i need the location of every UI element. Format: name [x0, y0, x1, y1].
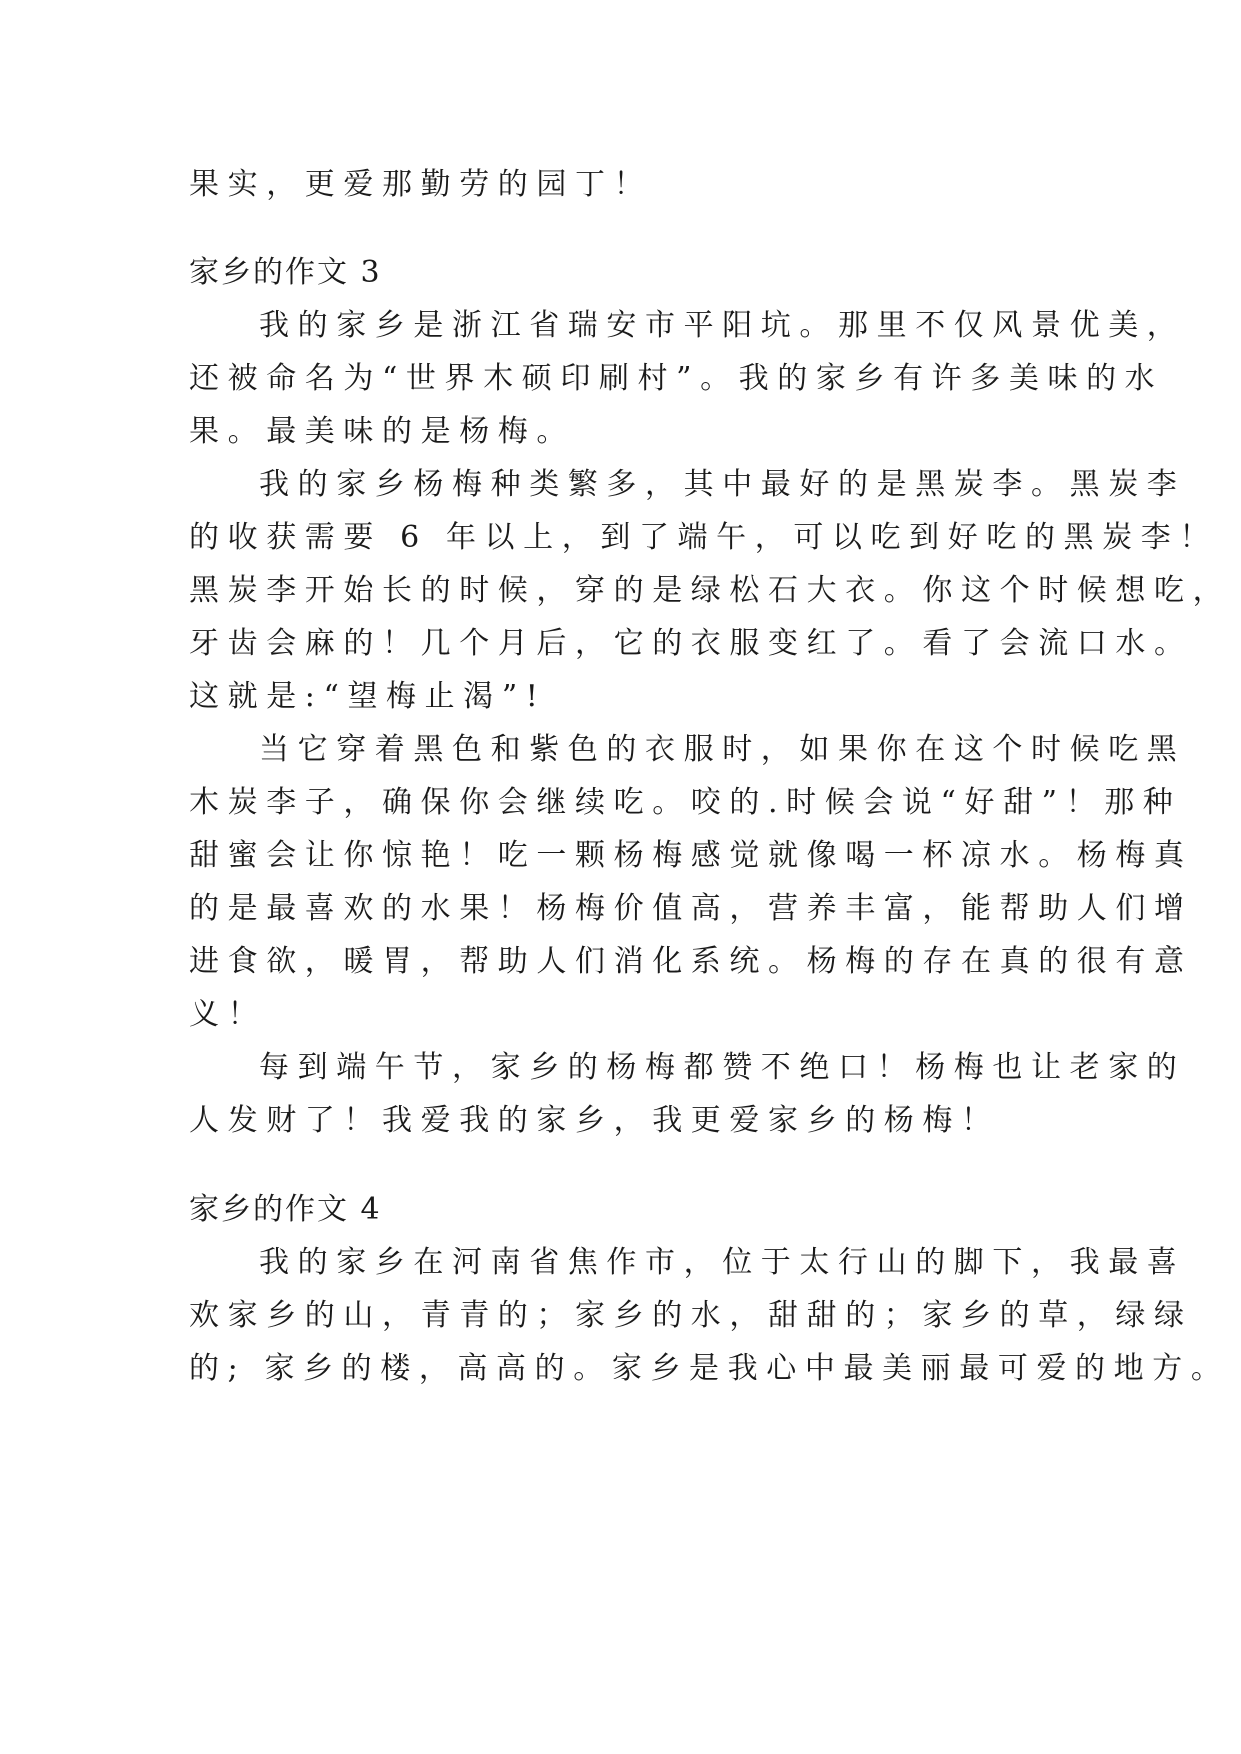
paragraph-line: 果。最美味的是杨梅。 [189, 414, 575, 449]
paragraph-line: 我的家乡是浙江省瑞安市平阳坑。那里不仅风景优美， [259, 308, 1186, 343]
paragraph-line: 义！ [189, 997, 267, 1032]
paragraph-line: 木炭李子，确保你会继续吃。咬的.时候会说“好甜”！那种 [189, 785, 1182, 820]
paragraph-line: 果实，更爱那勤劳的园丁！ [189, 167, 653, 202]
paragraph-line: 的收获需要 6 年以上，到了端午，可以吃到好吃的黑炭李！ [189, 520, 1218, 555]
paragraph-line: 进食欲，暖胃，帮助人们消化系统。杨梅的存在真的很有意 [189, 944, 1193, 979]
paragraph-line: 欢家乡的山，青青的；家乡的水，甜甜的；家乡的草，绿绿 [189, 1298, 1193, 1333]
paragraph-line: 每到端午节，家乡的杨梅都赞不绝口！杨梅也让老家的 [259, 1050, 1186, 1085]
section-heading: 家乡的作文 4 [189, 1192, 382, 1227]
paragraph-line: 的是最喜欢的水果！杨梅价值高，营养丰富，能帮助人们增 [189, 891, 1193, 926]
paragraph-line: 我的家乡在河南省焦作市，位于太行山的脚下，我最喜 [259, 1245, 1186, 1280]
paragraph-line: 人发财了！我爱我的家乡，我更爱家乡的杨梅！ [189, 1103, 1000, 1138]
paragraph-line: 这就是:“望梅止渴”! [189, 679, 547, 714]
paragraph-line: 黑炭李开始长的时候，穿的是绿松石大衣。你这个时候想吃， [189, 573, 1232, 608]
paragraph-line: 当它穿着黑色和紫色的衣服时，如果你在这个时候吃黑 [259, 732, 1186, 767]
paragraph-line: 我的家乡杨梅种类繁多，其中最好的是黑炭李。黑炭李 [259, 467, 1186, 502]
paragraph-line: 还被命名为“世界木硕印刷村”。我的家乡有许多美味的水 [189, 361, 1164, 396]
section-heading: 家乡的作文 3 [189, 255, 382, 290]
paragraph-line: 甜蜜会让你惊艳！吃一颗杨梅感觉就像喝一杯凉水。杨梅真 [189, 838, 1193, 873]
paragraph-line: 的; 家乡的楼，高高的。家乡是我心中最美丽最可爱的地方。 [189, 1351, 1230, 1386]
paragraph-line: 牙齿会麻的！几个月后，它的衣服变红了。看了会流口水。 [189, 626, 1193, 661]
